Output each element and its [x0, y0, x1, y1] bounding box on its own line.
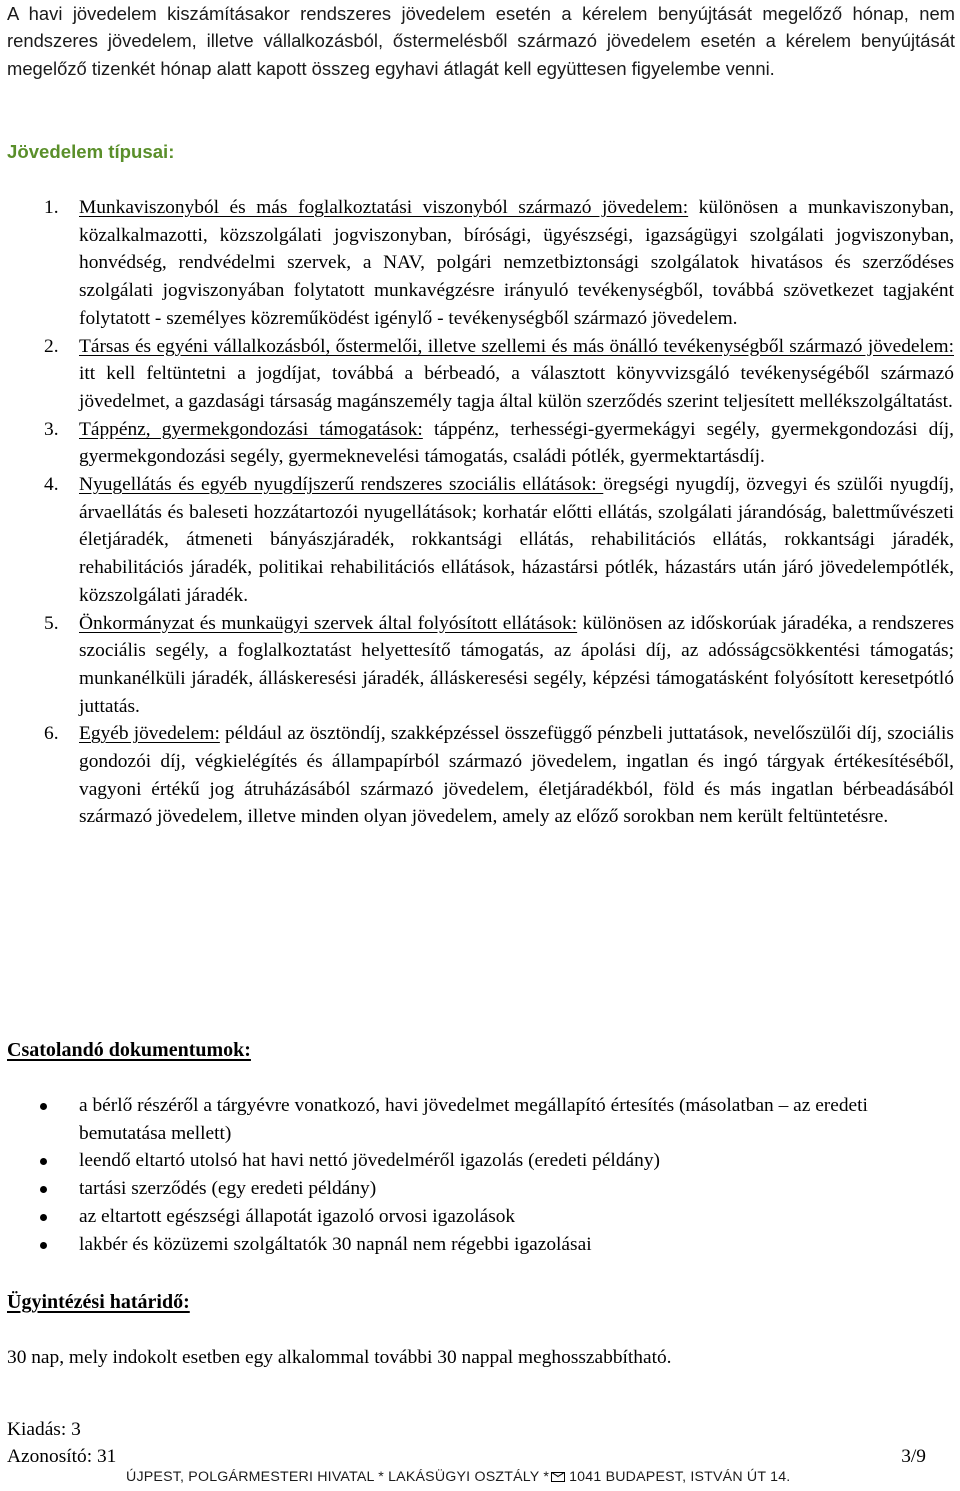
bullet-icon — [40, 1103, 47, 1110]
document-item-text: a bérlő részéről a tárgyévre vonatkozó, havi jövedelmet megállapító értesítés (másolatban – az eredeti bemutatása mellett) — [79, 1095, 868, 1144]
documents-list — [0, 1092, 960, 1258]
footer-office-bar — [126, 1468, 838, 1486]
document-item — [0, 1175, 960, 1203]
footer-page-number: 3/9 — [901, 1446, 926, 1467]
bullet-icon — [40, 1186, 47, 1193]
deadline-heading: Ügyintézési határidő: — [7, 1291, 190, 1313]
footer-identifier: Azonosító: 31 — [7, 1446, 117, 1467]
item-lead: Nyugellátás és egyéb nyugdíjszerű rendszeres szociális ellátások: — [79, 474, 604, 496]
item-text: itt kell feltüntetni a jogdíjat, továbbá a bérbeadó, a választott könyvvizsgáló tevékenységéből származó jövedelmet, a gazdasági társaság magánszemély tagja által külön szerződés szerint teljesített mellékszolgáltatást. — [79, 363, 954, 412]
item-lead: Munkaviszonyból és más foglalkoztatási viszonyból származó jövedelem: — [79, 197, 689, 218]
item-text: táppénz, terhességi-gyermekágyi segély, gyermekgondozási díj, gyermekgondozási segély, gyermeknevelési támogatás, családi pótlék, gyermektartásdíj. — [79, 418, 954, 468]
document-item-text: leendő eltartó utolsó hat havi nettó jövedelméről igazolás (eredeti példány) — [79, 1150, 660, 1172]
item-text: különösen az időskorúak járadéka, a rendszeres szociális segély, a foglalkoztatást helyettesítő támogatás, az ápolási díj, az adósságcsökkentési támogatás; munkanélküli járadék, álláskeresési járadék, álláskeresési segély, képzési támogatásként folyósított keresetpótló juttatás. — [79, 612, 954, 717]
document-item-text: tartási szerződés (egy eredeti példány) — [79, 1178, 377, 1200]
item-text: például az ösztöndíj, szakképzéssel összefüggő pénzbeli juttatások, nevelőszülői díj, szociális gondozói díj, végkielégítés és állampapírból származó jövedelem, ingatlan és ingó tárgyak értékesítéséből, vagyoni értékű jog átruházásából származó jövedelem, életjáradékból, föld és más ingatlan bérbeadásából származó jövedelem, illetve minden olyan jövedelem, amely az előző sorokban nem került feltüntetésre. — [79, 723, 954, 828]
item-text: különösen a munkaviszonyban, közalkalmazotti, közszolgálati jogviszonyban, bírósági, ügyészségi, igazságügyi szolgálati jogviszonyban, honvédség, rendvédelmi szervek, a NAV, polgári nemzetbiztonsági szolgálatok hivatásos és szerződéses szolgálati jogviszonyában folytatott munkavégzésre irányuló tevékenységből, továbbá szövetkezet tagjaként folytatott - személyes közreműködést igénylő - tevékenységből származó jövedelem. — [79, 197, 954, 329]
footer-edition: Kiadás: 3 — [7, 1419, 81, 1440]
document-item — [0, 1231, 960, 1259]
income-type-item — [0, 416, 960, 471]
income-type-item — [0, 720, 960, 831]
item-number: 5. — [44, 612, 59, 634]
footer-address: 1041 BUDAPEST, ISTVÁN ÚT 14. — [569, 1469, 791, 1485]
item-lead: Önkormányzat és munkaügyi szervek által folyósított ellátások: — [79, 612, 578, 634]
envelope-icon — [551, 1472, 565, 1482]
document-item — [0, 1092, 960, 1147]
document-item — [0, 1203, 960, 1231]
income-type-item — [0, 471, 960, 610]
documents-heading: Csatolandó dokumentumok: — [7, 1039, 251, 1061]
document-item — [0, 1147, 960, 1175]
income-type-item — [0, 333, 960, 416]
item-lead: Társas és egyéni vállalkozásból, őstermelői, illetve szellemi és más önálló tevékenységből származó jövedelem: — [79, 335, 954, 357]
item-number: 4. — [44, 474, 59, 496]
item-text: öregségi nyugdíj, özvegyi és szülői nyugdíj, árvaellátás és baleseti hozzátartozói nyugellátások; korhatár előtti ellátás, szolgálati járandóság, balettművészeti életjáradék, átmeneti bányászjáradék, rokkantsági ellátás, rehabilitációs ellátás, rokkantsági járadék, rehabilitációs járadék, politikai rehabilitációs ellátások, házastársi pótlék, házastárs után járó jövedelempótlék, közszolgálati járadék. — [79, 474, 955, 606]
income-types-heading: Jövedelem típusai: — [7, 141, 175, 162]
intro-paragraph: A havi jövedelem kiszámításakor rendszeres jövedelem esetén a kérelem benyújtását megelőző hónap, nem rendszeres jövedelem, illetve vállalkozásból, őstermelésből származó jövedelem esetén a kérelem benyújtását megelőző tizenkét hónap alatt kapott összeg egyhavi átlagát kell együttesen figyelembe venni. — [7, 3, 955, 79]
item-number: 1. — [44, 197, 59, 218]
document-item-text: lakbér és közüzemi szolgáltatók 30 napnál nem régebbi igazolásai — [79, 1233, 592, 1255]
item-number: 3. — [44, 418, 59, 440]
item-lead: Egyéb jövedelem: — [79, 723, 220, 745]
item-number: 6. — [44, 723, 59, 745]
item-lead: Táppénz, gyermekgondozási támogatások: — [79, 418, 423, 440]
bullet-icon — [40, 1214, 47, 1221]
item-number: 2. — [44, 335, 59, 357]
income-type-item — [0, 610, 960, 721]
income-types-list — [0, 194, 960, 831]
footer-office: ÚJPEST, POLGÁRMESTERI HIVATAL * LAKÁSÜGYI OSZTÁLY * — [126, 1469, 550, 1485]
bullet-icon — [40, 1158, 47, 1165]
bullet-icon — [40, 1242, 47, 1249]
document-item-text: az eltartott egészségi állapotát igazoló orvosi igazolások — [79, 1205, 516, 1227]
income-type-item — [0, 194, 960, 333]
deadline-text: 30 nap, mely indokolt esetben egy alkalommal további 30 nappal meghosszabbítható. — [7, 1347, 672, 1368]
